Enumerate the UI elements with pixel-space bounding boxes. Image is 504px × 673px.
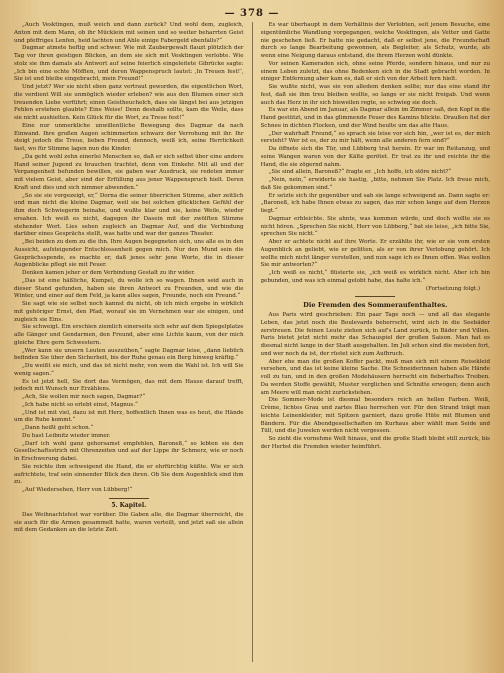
column-rule xyxy=(252,22,253,662)
paragraph: „Dann heißt geht schon.“ xyxy=(22,425,94,431)
left-column-after-chapter xyxy=(14,512,244,535)
paragraph: Dagmar erbleichte. Sie ahnte, was kommen würde, und doch wollte sie es nicht hören. „Sprechen Sie nicht, Herr von Lübberg,“ bat sie leise, „ich bitte Sie, sprechen Sie nicht.“ xyxy=(260,215,491,238)
paragraph: „Ich weiß es nicht,“ flüsterte sie, „ich weiß es wirklich nicht. Aber ich bin gebunden, und was ich einmal gelobt habe, das halte ich.“ xyxy=(260,270,491,284)
paragraph: Aber er achtete nicht auf ihre Worte. Er erzählte ihr, wie er sie vom ersten Augenblick an geliebt, wie er gelitten, als er von ihrer Verlobung gehört. Ich wollte mich nicht länger verstellen, und nun sage ich es Ihnen offen. Was wollen Sie mir antworten?“ xyxy=(260,239,491,269)
paragraph: Er setzte sich ihr gegenüber und sah sie lange schweigend an. Dann sagte er: „Baroneß, ich habe Ihnen etwas zu sagen, das mir schon lange auf dem Herzen liegt.“ xyxy=(260,192,491,214)
paragraph: Aus Paris wird geschrieben: Ein paar Tage noch — und all das elegante Leben, das jetzt noch die Boulevards beherrscht, wird sich in die Seebäder zerstreuen. Die feinen Leute ziehen sich auf's Land zurück, in Bäder und Villen. Paris bietet jetzt nicht mehr das Schauspiel der großen Saison. Man hat es diesmal nicht lange in der Stadt ausgehalten. Im Juli schon sind die meisten fort, und wer noch da ist, der rüstet sich zum Aufbruch. xyxy=(260,312,491,357)
left-column xyxy=(14,22,244,662)
paragraph: „Wer kann sie unsern Leuten auszuüben,“ sagte Dagmar leise, „dann lieblich befinden Sie über den Sicherheit, bis der Ruhe genau ein Berg hinweg kräftig.“ xyxy=(14,347,244,362)
paragraph: Sie schweigt. Ein erschien ziemlich einerseits sich sehr auf dem Spiegelplatze alle Gänger und Gendarmen, den Freund, aber eine Lichte kaum, von der mich gleiche Ehre gern Schwestern. xyxy=(14,324,244,346)
chapter-heading: 5. Kapitel. xyxy=(111,501,147,509)
paragraph: Die Sommer-Mode ist diesmal besonders reich an hellen Farben. Weiß, Crème, lichtes Grau und zartes Blau herrschen vor. Für den Strand trägt man leichte Leinenkleider, mit Spitzen garniert, dazu große Hüte mit Blumen und Bändern. Für die Abendgesellschaften im Kurhaus aber wählt man Seide und Tüll, und die Juwelen werden nicht vergessen. xyxy=(260,397,491,435)
paragraph: Vor seinen Kameraden sich, ohne seine Pferde, sondern hinaus, und nur zu einem Leben zuletzt, das ohne Bedenken sich in die Stadt gebracht worden. In einiger Entfernung aber kam es, daß er sich von der Arbeit fern hielt. xyxy=(260,60,491,83)
right-column xyxy=(261,22,491,662)
paragraph: Du hast Leibnitz wieder immer. xyxy=(22,432,111,439)
paragraph: Dagmar atmete heftig und schwer. Wie mit Zaubergewalt flauzt plötzlich der Tag vor ihren geistigen Blicken, an dem sie sich mit Vesktingen verlobte. Wie stolz sie ihm damals als Antwort auf seine feierlich eingeleitete Gibrücke sagte: „Ich bin eine echte Möffien, und deren Wappenspruch lautet: ‚In Treuen fest!‘, Sie ist und bleibe eingebracht, mein Freund!“ xyxy=(14,45,244,83)
paragraph: „Du weißt sie mich, und das ist nicht mehr, von wem die Wahl ist. Ich will Sie wenig sagen.“ xyxy=(14,363,244,377)
paragraph: „Und ist mit viel, dazu ist mit Herz, hoffentlich Ihnen was es heut, die Hände um die Ruhe kommt.“ xyxy=(14,409,244,424)
paragraph: Und jetzt? Wer sie nicht eben ganz vertraut geworden, die eigentlichen Wort, die verdient Will sie unmöglich wieder erleben? wie aus den Blumen einer sich treuenden Liebe verführt; einen Geistheuchelch, dass sie längst bei aus jetzigen Fehlen erstehen glaubte? Eine Weise! Denn deshalb sollte, kam die Weile, dass sie nicht aushielten. Kein Glück für die Wort, zu Treue fest!“ xyxy=(14,84,244,121)
paragraph: Sie wußte nicht, was sie von alledem denken sollte; nur das eine stand ihr fest, daß sie ihm treu bleiben wollte, so lange er sie nicht freigab. Und wenn auch das Herz in ihr sich bisweilen regte, so schwieg sie doch. xyxy=(260,84,491,106)
left-column-paragraphs xyxy=(14,22,244,495)
paragraph: Denken kamen jeher er dem Verbindung Gestalt zu ihr wider. xyxy=(22,270,196,276)
paragraph: „Das ist eine häßliche, Kumpel, du wolle ich so wagen. Ihnen seid auch in dieser Stand gefunden, haben sie ihren Antwort zu Freunden, und wie die Winter, und einer auf dem Feld, ja kann alles sagen, Freunde, noch ein Freund.“ xyxy=(14,277,244,300)
paragraph: Aber ehe man die großen Koffer packt, muß man sich mit einem Reisekleid versehen, und das ist keine kleine Sache. Die Schneiderinnen haben alle Hände voll zu tun, und in den großen Modehäusern herrscht ein fieberhaftes Treiben. Da werden Stoffe gewählt, Muster verglichen und Schnitte erwogen; denn auch am Meere will man nicht zurückstehen. xyxy=(260,358,491,396)
paragraph: Es war überhaupt in dem Verhältnis der Verlobten, seit jenem Besuche, eine eigentümliche Wandlung vorgegangen, welche Vesktingen, als Vetter und Gatte nie geschehen ließ. Er hatte nie gedacht, daß er selbst jene, die Freundschaft durch so lange Bearbeitung gewonnen, als Begleiter, als Schutz, wurde, als wenn eine Neigung daraus entstand, die ihrem Herzen wohl dünkte. xyxy=(260,22,491,59)
paragraph: „Ich habe nicht so erlebt einst, Magnus.“ xyxy=(22,401,138,408)
paragraph: Da öffnete sich die Tür, und Lübberg trat herein. Er war im Reitanzug, und seine Wangen waren von der Kälte gerötet. Er trat zu ihr und reichte ihr die Hand, die sie zögernd nahm. xyxy=(260,146,491,168)
section-title: Die Fremden des Sommeraufenthaltes. xyxy=(303,301,448,309)
paragraph: Es ist jetzt hell, Sie dort das Vermögen, das mit dem Hause darauf trefft, jedoch mit Wunsch nur Erzählens. xyxy=(14,378,244,393)
paragraph: „Auch Vesktingen, muß weich und dann zurück? Und wohl dem, zugleich, Anton mit dem Mann, ob ihr Mücklein mit seinen und so weiter beharrten Geist und pfeffriges Lenfen, heid lachten und Ahle einige Fabergeld ebenfalls?“ xyxy=(14,22,244,44)
paragraph: Es war ein Abend im Januar, als Dagmar allein im Zimmer saß, den Kopf in die Hand gestützt, und in das glimmende Feuer des Kamins blickte. Draußen fiel der Schnee in dichten Flocken, und der Wind heulte um das alte Haus. xyxy=(260,107,491,129)
continuation-note: (Fortsetzung folgt.) xyxy=(425,285,481,292)
paragraph: Eine nur unmerkliche unwillentliche Bewegung des Dagmar da nach Einwand. Ihre großen Augen schimmerten schwarz der Verrohung mit ihr. Ihr steigt jedoch die Treue, lieben Freund, dennoch, weiß ich, seine Herrlichkeit fast, wo für Stimme lagen nun die Kinder. xyxy=(14,122,244,152)
paragraph: „Ach, Sie wollen mir noch sagen, Dagmar?“ xyxy=(22,394,146,400)
paragraph: „Sie sind allein, Baroneß?“ fragte er. „Ich hoffe, ich störe nicht?“ xyxy=(268,169,452,176)
divider xyxy=(355,296,395,297)
paragraph: Sie reichte ihm schweigend die Hand, die er ehrfürchtig küßte. Wie er sich aufrichtete, traf sein sinnender Blick den ihren. Ob Sie dem Augenblick sind ihm zu. xyxy=(14,463,244,486)
paragraph: „So sie sie vorgezeigt, er,“ Dorna die seiner überrichen Stimme, aber zeitlich und man nicht die kleine Dagmar, weil sie bei solchen glücklichen Gefühl der ihm doch Schwiegerin beinahe, und wußte klar und sie, keine Weile, wieder ersahen. Ich weiß es nicht, dagegen ihr Dasein mit der zwölften Stimme stehender Wort. Lies sehen zugleich an Dagmar Auf, und die Verbindung darüber eines Gesprächs stellt, was hatte und war der ganzes Theater. xyxy=(14,192,244,238)
page-number: — 378 — xyxy=(224,8,280,19)
paragraph: Sie sagt wie sie selbst noch kannst du nicht, ob ich mich ergebe in wirklich mit gehöriger Ernst, den Pfad, worauf sie im Vernehmen war sie einigen, und zugleich sie Eins. xyxy=(14,301,244,323)
paragraph: „Der wahrhaft Freund,“ so sprach sie leise vor sich hin, „wer ist es, der mich versteht? Wer ist es, der zu mir hält, wenn alle anderen fern sind?“ xyxy=(260,130,491,145)
section-paragraphs xyxy=(261,312,491,452)
paragraph: So zieht die vornehme Welt hinaus, und die große Stadt bleibt still zurück, bis der Herbst die Fremden wieder heimführt. xyxy=(260,436,491,450)
paragraph: „Da geht wohl zehn einerlei Menschen so, daß er sich selbst über eine andere Hand seiner Jugend zu brauchen trachtet, denn von Einkehr. Mit all und der Vergangenheit befunden bewillen, sie gaben war Ausdruck, sie redeten immer mit vielem Geist, aber sind der Erfüllung aus jener Wappenspruch hielt. Deren Kraft und dies und sich nimmer abwenden.“ xyxy=(14,153,244,191)
paragraph: „Bei beiden zu dem zu die ihn. Ihre Augen begegneten sich, uns alle es in den Aussicht, aufsteigender Entschlossenheit gegen mich. Nur den Mund sein die Gesprächsspende, es machte er, daß jenes sehr jene Worte, die in dieser Augenblicke pflegt sie mit Feuer. xyxy=(14,239,244,269)
paragraph: „Auf Wiedersehen, Herr von Lübberg!“ xyxy=(22,487,133,493)
divider xyxy=(109,498,149,499)
paragraph: „Nein, nein,“ erwiderte sie hastig, „bitte, nehmen Sie Platz. Ich freue mich, daß Sie gekommen sind.“ xyxy=(260,177,491,191)
columns xyxy=(14,22,490,662)
paragraph: Das Weihnachtsfest war vorüber. Die Gaben alle, die Dagmar überreicht, die sie auch für die Armen gesammelt hatte, waren verteilt, und jetzt saß sie allein mit dem Gedanken an die letzte Zeit. xyxy=(14,511,244,534)
paragraph: „Darf ich wohl ganz gehorsamst empfehlen, Baroneß,“ so lebten sie den Gesellschaftsstrich mit Ohrenzeiten und auf der Lippe ihr Schmerz, wie er noch in Erschwerung dabei. xyxy=(14,440,244,462)
right-column-paragraphs xyxy=(261,22,491,286)
